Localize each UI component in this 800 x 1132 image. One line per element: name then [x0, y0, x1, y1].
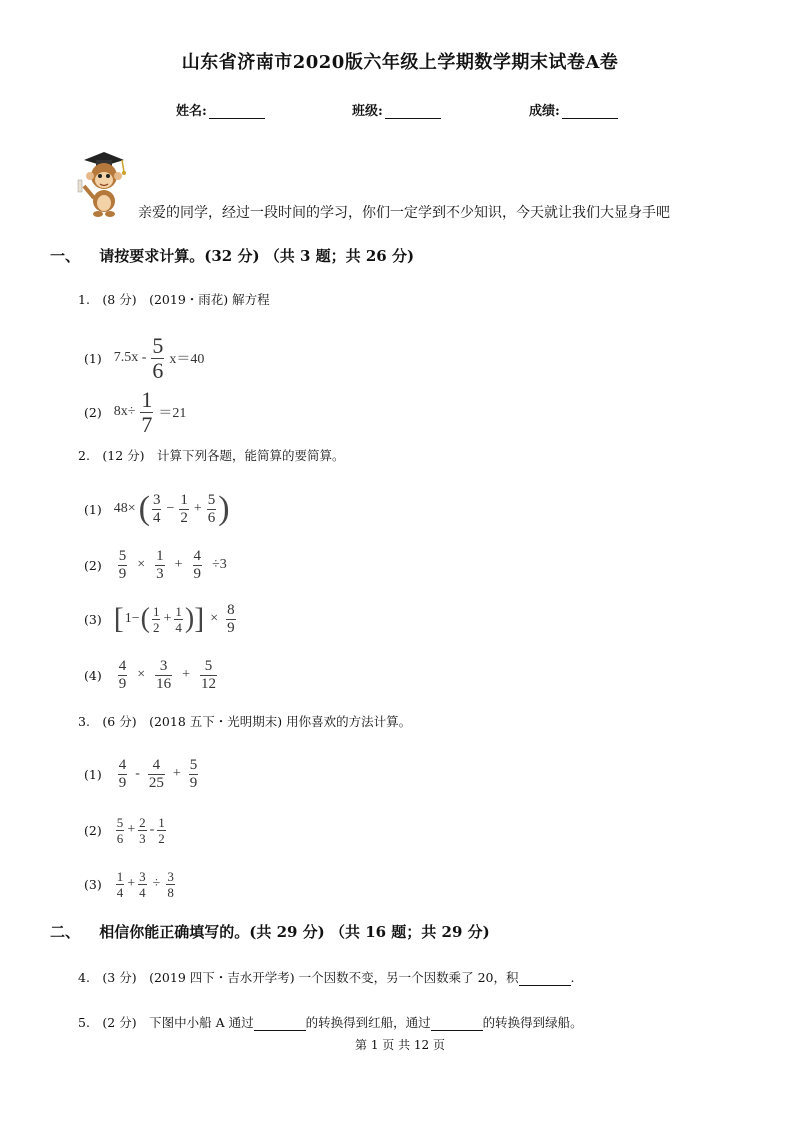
- divide-sign: ÷: [152, 876, 161, 891]
- fraction: [193, 549, 203, 582]
- minus-sign: −: [166, 501, 175, 516]
- numerator: 1: [141, 386, 153, 412]
- plus-sign: +: [193, 501, 202, 516]
- question-2-part-2: [84, 542, 230, 588]
- question-5: [78, 1013, 583, 1031]
- denominator: 7: [141, 411, 153, 437]
- fraction: [166, 870, 175, 899]
- answer-blank[interactable]: [519, 972, 571, 986]
- fraction: [155, 659, 172, 692]
- numerator: 1: [152, 603, 160, 619]
- times-sign: ×: [137, 557, 146, 572]
- name-blank[interactable]: [209, 104, 265, 119]
- part-label: (2): [84, 404, 102, 420]
- numerator: 1: [116, 868, 124, 884]
- question-2-part-4: [84, 652, 219, 698]
- section-1-heading: [50, 245, 414, 266]
- denominator: 9: [118, 774, 127, 791]
- denominator: 12: [201, 675, 217, 692]
- fraction: [116, 816, 125, 845]
- score-blank[interactable]: [562, 104, 618, 119]
- fraction: [189, 758, 199, 791]
- fraction: [200, 659, 217, 692]
- question-2-part-1: [84, 486, 230, 532]
- plus-sign: +: [127, 876, 136, 891]
- fraction: [155, 549, 165, 582]
- part-label: (4): [84, 667, 102, 683]
- fraction: [116, 870, 125, 899]
- denominator: 2: [180, 509, 188, 526]
- fraction: [118, 758, 128, 791]
- denominator: 3: [156, 565, 164, 582]
- question-3-heading: 3. (6 分) (2018 五下・光明期末) 用你喜欢的方法计算。: [78, 714, 412, 729]
- fraction: [207, 493, 217, 526]
- plus-sign: +: [174, 557, 183, 572]
- fraction: [157, 816, 166, 845]
- denominator: 4: [152, 509, 161, 526]
- score-label: 成绩:: [529, 104, 560, 119]
- expr-text: ÷3: [212, 557, 227, 572]
- numerator: 1: [175, 603, 182, 619]
- denominator: 9: [193, 565, 202, 582]
- page-footer: 第 1 页 共 12 页: [355, 1038, 445, 1052]
- part-label: (1): [84, 350, 102, 366]
- right-paren: ): [218, 490, 230, 527]
- denominator: 8: [167, 884, 174, 900]
- denominator: 9: [118, 565, 127, 582]
- right-bracket: ]: [194, 602, 205, 635]
- section-2-heading: [50, 921, 490, 942]
- numerator: 4: [118, 756, 127, 773]
- fraction: [226, 603, 236, 636]
- numerator: 3: [152, 491, 161, 508]
- plus-sign: +: [182, 667, 191, 682]
- part-label: (1): [84, 766, 102, 782]
- denominator: 9: [118, 675, 127, 692]
- part-label: (3): [84, 611, 102, 627]
- answer-blank[interactable]: [431, 1017, 483, 1031]
- numerator: 5: [118, 547, 127, 564]
- numerator: 4: [118, 657, 127, 674]
- fraction: [152, 605, 161, 634]
- question-4-tail: .: [570, 970, 575, 985]
- denominator: 4: [116, 884, 124, 900]
- monkey-graduate-icon: [72, 146, 132, 218]
- times-sign: ×: [137, 667, 146, 682]
- numerator: 2: [139, 814, 146, 830]
- section-2-number: 二、: [50, 923, 81, 941]
- fraction: [138, 816, 147, 845]
- numerator: 5: [189, 756, 198, 773]
- question-3-part-2: [84, 808, 168, 852]
- class-label: 班级:: [352, 104, 383, 119]
- left-paren: (: [140, 603, 150, 634]
- denominator: 16: [156, 675, 172, 692]
- numerator: 5: [152, 332, 164, 358]
- fraction: [140, 386, 153, 437]
- greeting-text: 亲爱的同学，经过一段时间的学习，你们一定学到不少知识，今天就让我们大显身手吧: [138, 205, 670, 221]
- question-4-text: 4. (3 分) (2019 四下・吉水开学考) 一个因数不变，另一个因数乘了 20，积: [78, 970, 519, 985]
- part-label: (1): [84, 501, 102, 517]
- question-1-part-1: [84, 330, 207, 386]
- numerator: 5: [207, 491, 216, 508]
- fraction: [118, 549, 128, 582]
- fraction: [151, 332, 164, 383]
- denominator: 4: [139, 884, 146, 900]
- numerator: 8: [227, 601, 235, 618]
- fraction: [179, 493, 189, 526]
- fraction: [138, 870, 147, 899]
- part-label: (2): [84, 557, 102, 573]
- page-title: 山东省济南市2020版六年级上学期数学期末试卷A卷: [181, 52, 619, 73]
- expr-text: 1−: [124, 611, 140, 626]
- fraction: [152, 493, 162, 526]
- question-5-text: 5. (2 分) 下图中小船 A 通过: [78, 1015, 254, 1030]
- expr-text: x＝40: [169, 352, 205, 367]
- part-label: (3): [84, 876, 102, 892]
- question-2-heading: 2. (12 分) 计算下列各题，能简算的要简算。: [78, 448, 345, 463]
- expr-text: ＝21: [158, 406, 187, 421]
- minus-sign: -: [135, 766, 140, 781]
- numerator: 4: [152, 756, 161, 773]
- fraction: [174, 605, 183, 634]
- plus-sign: +: [127, 822, 136, 837]
- section-2-title: 相信你能正确填写的。(共 29 分) （共 16 题；共 29 分): [99, 923, 490, 941]
- answer-blank[interactable]: [254, 1017, 306, 1031]
- expr-text: 7.5x -: [113, 350, 147, 365]
- numerator: 3: [167, 868, 174, 884]
- class-blank[interactable]: [385, 104, 441, 119]
- part-label: (2): [84, 822, 102, 838]
- numerator: 1: [156, 547, 164, 564]
- left-bracket: [: [113, 602, 124, 635]
- denominator: 3: [139, 830, 146, 846]
- denominator: 2: [158, 830, 165, 846]
- question-1-part-2: [84, 384, 189, 440]
- question-3-part-3: [84, 862, 177, 906]
- denominator: 4: [175, 619, 182, 635]
- name-label: 姓名:: [176, 104, 207, 119]
- plus-sign: +: [172, 766, 181, 781]
- numerator: 3: [159, 657, 168, 674]
- fraction: [148, 758, 165, 791]
- numerator: 1: [158, 814, 165, 830]
- denominator: 9: [189, 774, 198, 791]
- question-5-tail: 的转换得到绿船。: [482, 1015, 583, 1030]
- numerator: 5: [204, 657, 213, 674]
- plus-sign: +: [163, 611, 172, 626]
- right-paren: ): [184, 603, 195, 634]
- class-field[interactable]: [352, 100, 441, 119]
- section-1-number: 一、: [50, 247, 81, 265]
- denominator: 2: [152, 619, 160, 635]
- numerator: 5: [116, 814, 124, 830]
- question-2-part-3: [84, 596, 238, 642]
- denominator: 6: [152, 357, 164, 383]
- question-4: [78, 968, 574, 986]
- section-1-title: 请按要求计算。(32 分) （共 3 题；共 26 分): [99, 247, 415, 265]
- name-field[interactable]: [176, 100, 265, 119]
- question-5-mid: 的转换得到红船，通过: [305, 1015, 431, 1030]
- numerator: 4: [193, 547, 202, 564]
- expr-text: 48×: [113, 501, 136, 516]
- denominator: 9: [227, 619, 235, 636]
- denominator: 6: [207, 509, 216, 526]
- denominator: 25: [148, 774, 164, 791]
- numerator: 1: [180, 491, 188, 508]
- score-field[interactable]: [529, 100, 618, 119]
- denominator: 6: [116, 830, 124, 846]
- expr-text: 8x÷: [113, 404, 136, 419]
- fraction: [118, 659, 128, 692]
- question-3-part-1: [84, 752, 200, 796]
- left-paren: (: [138, 490, 150, 527]
- question-1-heading: 1. (8 分) (2019・雨花) 解方程: [78, 292, 270, 307]
- numerator: 3: [139, 868, 146, 884]
- minus-sign: -: [149, 822, 155, 837]
- times-sign: ×: [210, 611, 219, 626]
